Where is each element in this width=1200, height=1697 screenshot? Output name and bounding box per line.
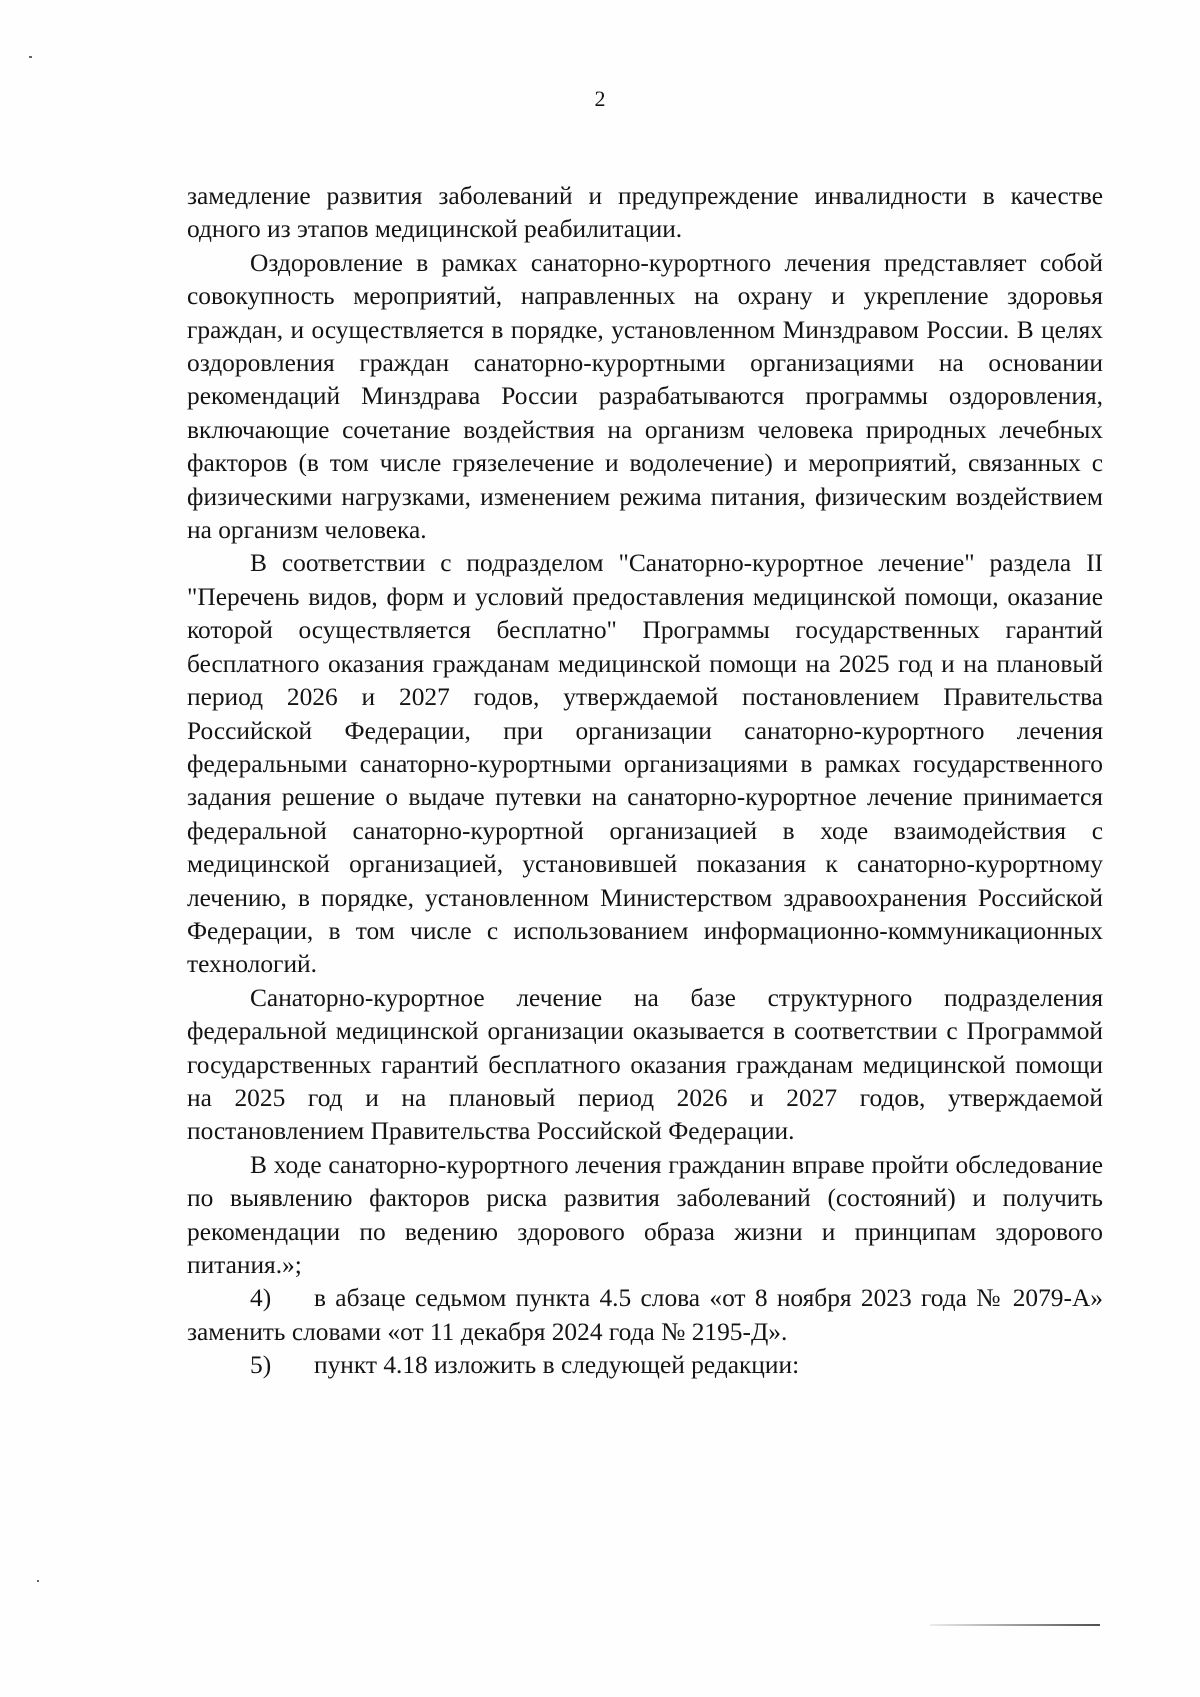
list-item	[187, 1282, 1103, 1349]
list-item-text: в абзаце седьмом пункта 4.5 слова «от 8 ноября 2023 года № 2079-А» заменить словами «от 11 декабря 2024 года № 2195-Д».	[187, 1284, 1103, 1346]
paragraph: Оздоровление в рамках санаторно-курортного лечения представляет собой совокупность мероприятий, направленных на охрану и укрепление здоровья граждан, и осуществляется в порядке, установленном Минздравом России. В целях оздоровления граждан санаторно-курортными организациями на основании рекомендаций Минздрава России разрабатываются программы оздоровления, включающие сочетание воздействия на организм человека природных лечебных факторов (в том числе грязелечение и водолечение) и мероприятий, связанных с физическими нагрузками, изменением режима питания, физическим воздействием на организм человека.	[187, 248, 1103, 545]
paragraph: В соответствии с подразделом "Санаторно-курортное лечение" раздела II "Перечень видов, форм и условий предоставления медицинской помощи, оказание которой осуществляется бесплатно" Программы государственных гарантий бесплатного оказания гражданам медицинской помощи на 2025 год и на плановый период 2026 и 2027 годов, утверждаемой постановлением Правительства Российской Федерации, при организации санаторно-курортного лечения федеральными санаторно-курортными организациями в рамках государственного задания решение о выдаче путевки на санаторно-курортное лечение принимается федеральной санаторно-курортной организацией в ходе взаимодействия с медицинской организацией, установившей показания к санаторно-курортному лечению, в порядке, установленном Министерством здравоохранения Российской Федерации, в том числе с использованием информационно-коммуникационных технологий.	[187, 549, 1103, 979]
paragraph: В ходе санаторно-курортного лечения гражданин вправе пройти обследование по выявлению факторов риска развития заболеваний (состояний) и получить рекомендации по ведению здорового образа жизни и принципам здорового питания.»;	[187, 1150, 1103, 1279]
list-marker: 4)	[250, 1284, 272, 1313]
paragraph: замедление развития заболеваний и предупреждение инвалидности в качестве одного из этапов медицинской реабилитации.	[187, 182, 1103, 244]
paragraph: Санаторно-курортное лечение на базе структурного подразделения федеральной медицинской организации оказывается в соответствии с Программой государственных гарантий бесплатного оказания гражданам медицинской помощи на 2025 год и на плановый период 2026 и 2027 годов, утверждаемой постановлением Правительства Российской Федерации.	[187, 983, 1103, 1146]
scan-speck	[37, 1580, 39, 1582]
list-marker: 5)	[250, 1351, 272, 1380]
document-body	[187, 180, 1103, 1383]
scan-speck	[29, 56, 32, 58]
list-item-text: пункт 4.18 изложить в следующей редакции:	[314, 1351, 800, 1380]
list-item	[187, 1349, 1103, 1382]
page-number: 2	[594, 86, 606, 111]
scan-bottom-line	[930, 1624, 1100, 1626]
